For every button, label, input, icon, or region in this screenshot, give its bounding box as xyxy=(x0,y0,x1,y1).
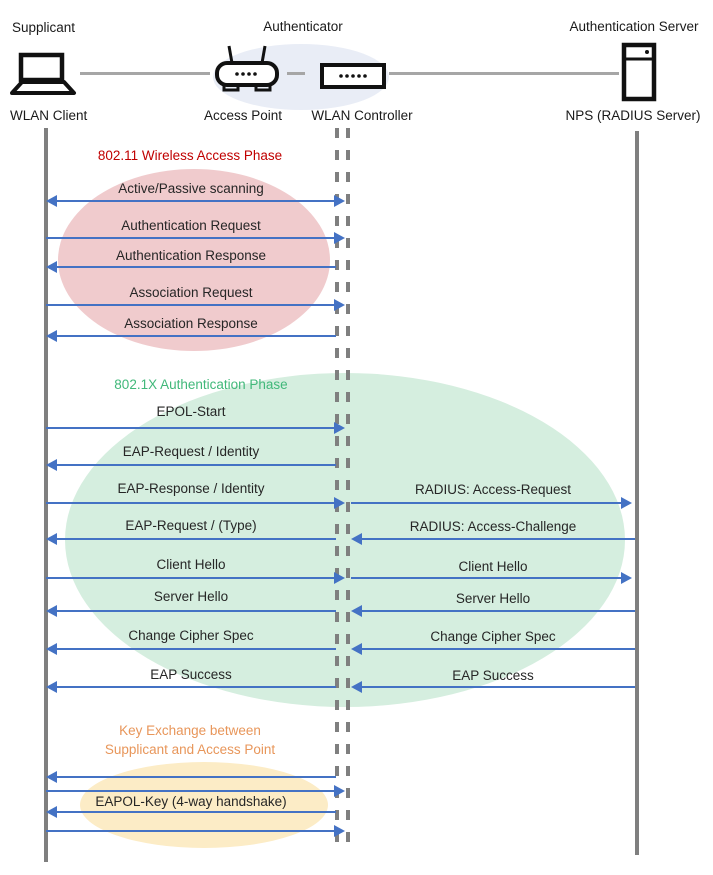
handshake-arrow-right xyxy=(46,790,334,792)
phase-title-key-exchange-line2: Supplicant and Access Point xyxy=(104,742,276,757)
arrowhead-left-icon xyxy=(46,806,57,818)
device-label-server: NPS (RADIUS Server) xyxy=(565,108,701,123)
message-label: Client Hello xyxy=(156,557,226,572)
message-label: Association Response xyxy=(124,316,258,331)
arrowhead-right-icon xyxy=(621,572,632,584)
arrowhead-left-icon xyxy=(46,261,57,273)
message-label: EAPOL-Key (4-way handshake) xyxy=(95,794,287,809)
message-label: Server Hello xyxy=(153,589,229,604)
lifeline-server xyxy=(635,131,639,855)
arrowhead-right-icon xyxy=(334,572,345,584)
message-arrow-left xyxy=(57,610,336,612)
arrowhead-left-icon xyxy=(351,533,362,545)
arrowhead-right-icon xyxy=(334,825,345,837)
message-arrow-right xyxy=(46,502,334,504)
handshake-arrow-left xyxy=(57,776,336,778)
laptop-icon xyxy=(8,52,78,96)
server-icon xyxy=(621,42,657,102)
message-arrow-left xyxy=(57,538,336,540)
phase-title-key-exchange-line1: Key Exchange between xyxy=(119,723,261,738)
device-label-client: WLAN Client xyxy=(10,108,88,123)
message-arrow-left xyxy=(362,610,635,612)
arrowhead-left-icon xyxy=(46,533,57,545)
message-label: RADIUS: Access-Request xyxy=(414,482,572,497)
arrowhead-right-icon xyxy=(334,497,345,509)
arrowhead-left-icon xyxy=(46,643,57,655)
message-label: Active/Passive scanning xyxy=(118,181,264,196)
message-label: EAP-Request / Identity xyxy=(122,444,260,459)
device-label-controller: WLAN Controller xyxy=(311,108,413,123)
message-arrow-left xyxy=(57,464,336,466)
arrowhead-left-icon xyxy=(46,459,57,471)
message-arrow-left xyxy=(57,335,336,337)
message-label: Client Hello xyxy=(458,559,528,574)
arrowhead-left-icon xyxy=(351,643,362,655)
arrowhead-right-icon xyxy=(334,232,345,244)
arrowhead-left-icon xyxy=(46,771,57,783)
message-arrow-left xyxy=(57,266,336,268)
message-arrow-left xyxy=(362,686,635,688)
access-point-icon xyxy=(212,44,282,92)
message-arrow-left xyxy=(57,648,336,650)
message-arrow-right xyxy=(351,577,621,579)
arrowhead-left-icon xyxy=(46,195,57,207)
role-authenticator: Authenticator xyxy=(263,19,343,34)
message-label: EAP-Response / Identity xyxy=(117,481,265,496)
message-label: Change Cipher Spec xyxy=(128,628,254,643)
arrowhead-left-icon xyxy=(351,605,362,617)
message-label: EAP-Request / (Type) xyxy=(125,518,257,533)
message-label: Change Cipher Spec xyxy=(430,629,556,644)
message-label: Server Hello xyxy=(455,591,531,606)
message-arrow-right xyxy=(351,502,621,504)
message-label: Association Request xyxy=(129,285,253,300)
message-label: Authentication Request xyxy=(121,218,261,233)
wlan-controller-icon xyxy=(320,63,386,89)
arrowhead-left-icon xyxy=(46,605,57,617)
arrowhead-right-icon xyxy=(334,299,345,311)
message-arrow-right xyxy=(46,577,334,579)
message-arrow-left xyxy=(362,648,635,650)
arrowhead-left-icon xyxy=(351,681,362,693)
role-supplicant: Supplicant xyxy=(12,20,76,35)
role-auth-server: Authentication Server xyxy=(569,19,699,34)
phase-title-key-exchange xyxy=(46,721,334,759)
message-arrow-both xyxy=(57,200,334,202)
lifeline-controller-dashed xyxy=(346,128,350,852)
phase-title-wireless-access: 802.11 Wireless Access Phase xyxy=(97,148,283,163)
message-label: EAP Success xyxy=(150,667,232,682)
device-label-access-point: Access Point xyxy=(203,108,283,123)
message-arrow-right xyxy=(46,427,334,429)
connector-controller-server xyxy=(389,72,619,75)
message-arrow-left xyxy=(57,686,336,688)
arrowhead-right-icon xyxy=(334,422,345,434)
message-label: Authentication Response xyxy=(115,248,267,263)
connector-ap-controller xyxy=(287,72,305,75)
connector-client-ap xyxy=(80,72,210,75)
message-arrow-right xyxy=(46,304,334,306)
arrowhead-right-icon xyxy=(334,195,345,207)
message-arrow-left xyxy=(362,538,635,540)
handshake-arrow-left xyxy=(57,811,336,813)
message-label: EAP Success xyxy=(452,668,534,683)
message-label: EPOL-Start xyxy=(156,404,226,419)
arrowhead-right-icon xyxy=(621,497,632,509)
message-label: RADIUS: Access-Challenge xyxy=(409,519,577,534)
handshake-arrow-right xyxy=(46,830,334,832)
arrowhead-left-icon xyxy=(46,681,57,693)
message-arrow-right xyxy=(46,237,334,239)
phase-title-authentication: 802.1X Authentication Phase xyxy=(114,377,288,392)
arrowhead-left-icon xyxy=(46,330,57,342)
authentication-phase-ellipse xyxy=(65,373,625,707)
